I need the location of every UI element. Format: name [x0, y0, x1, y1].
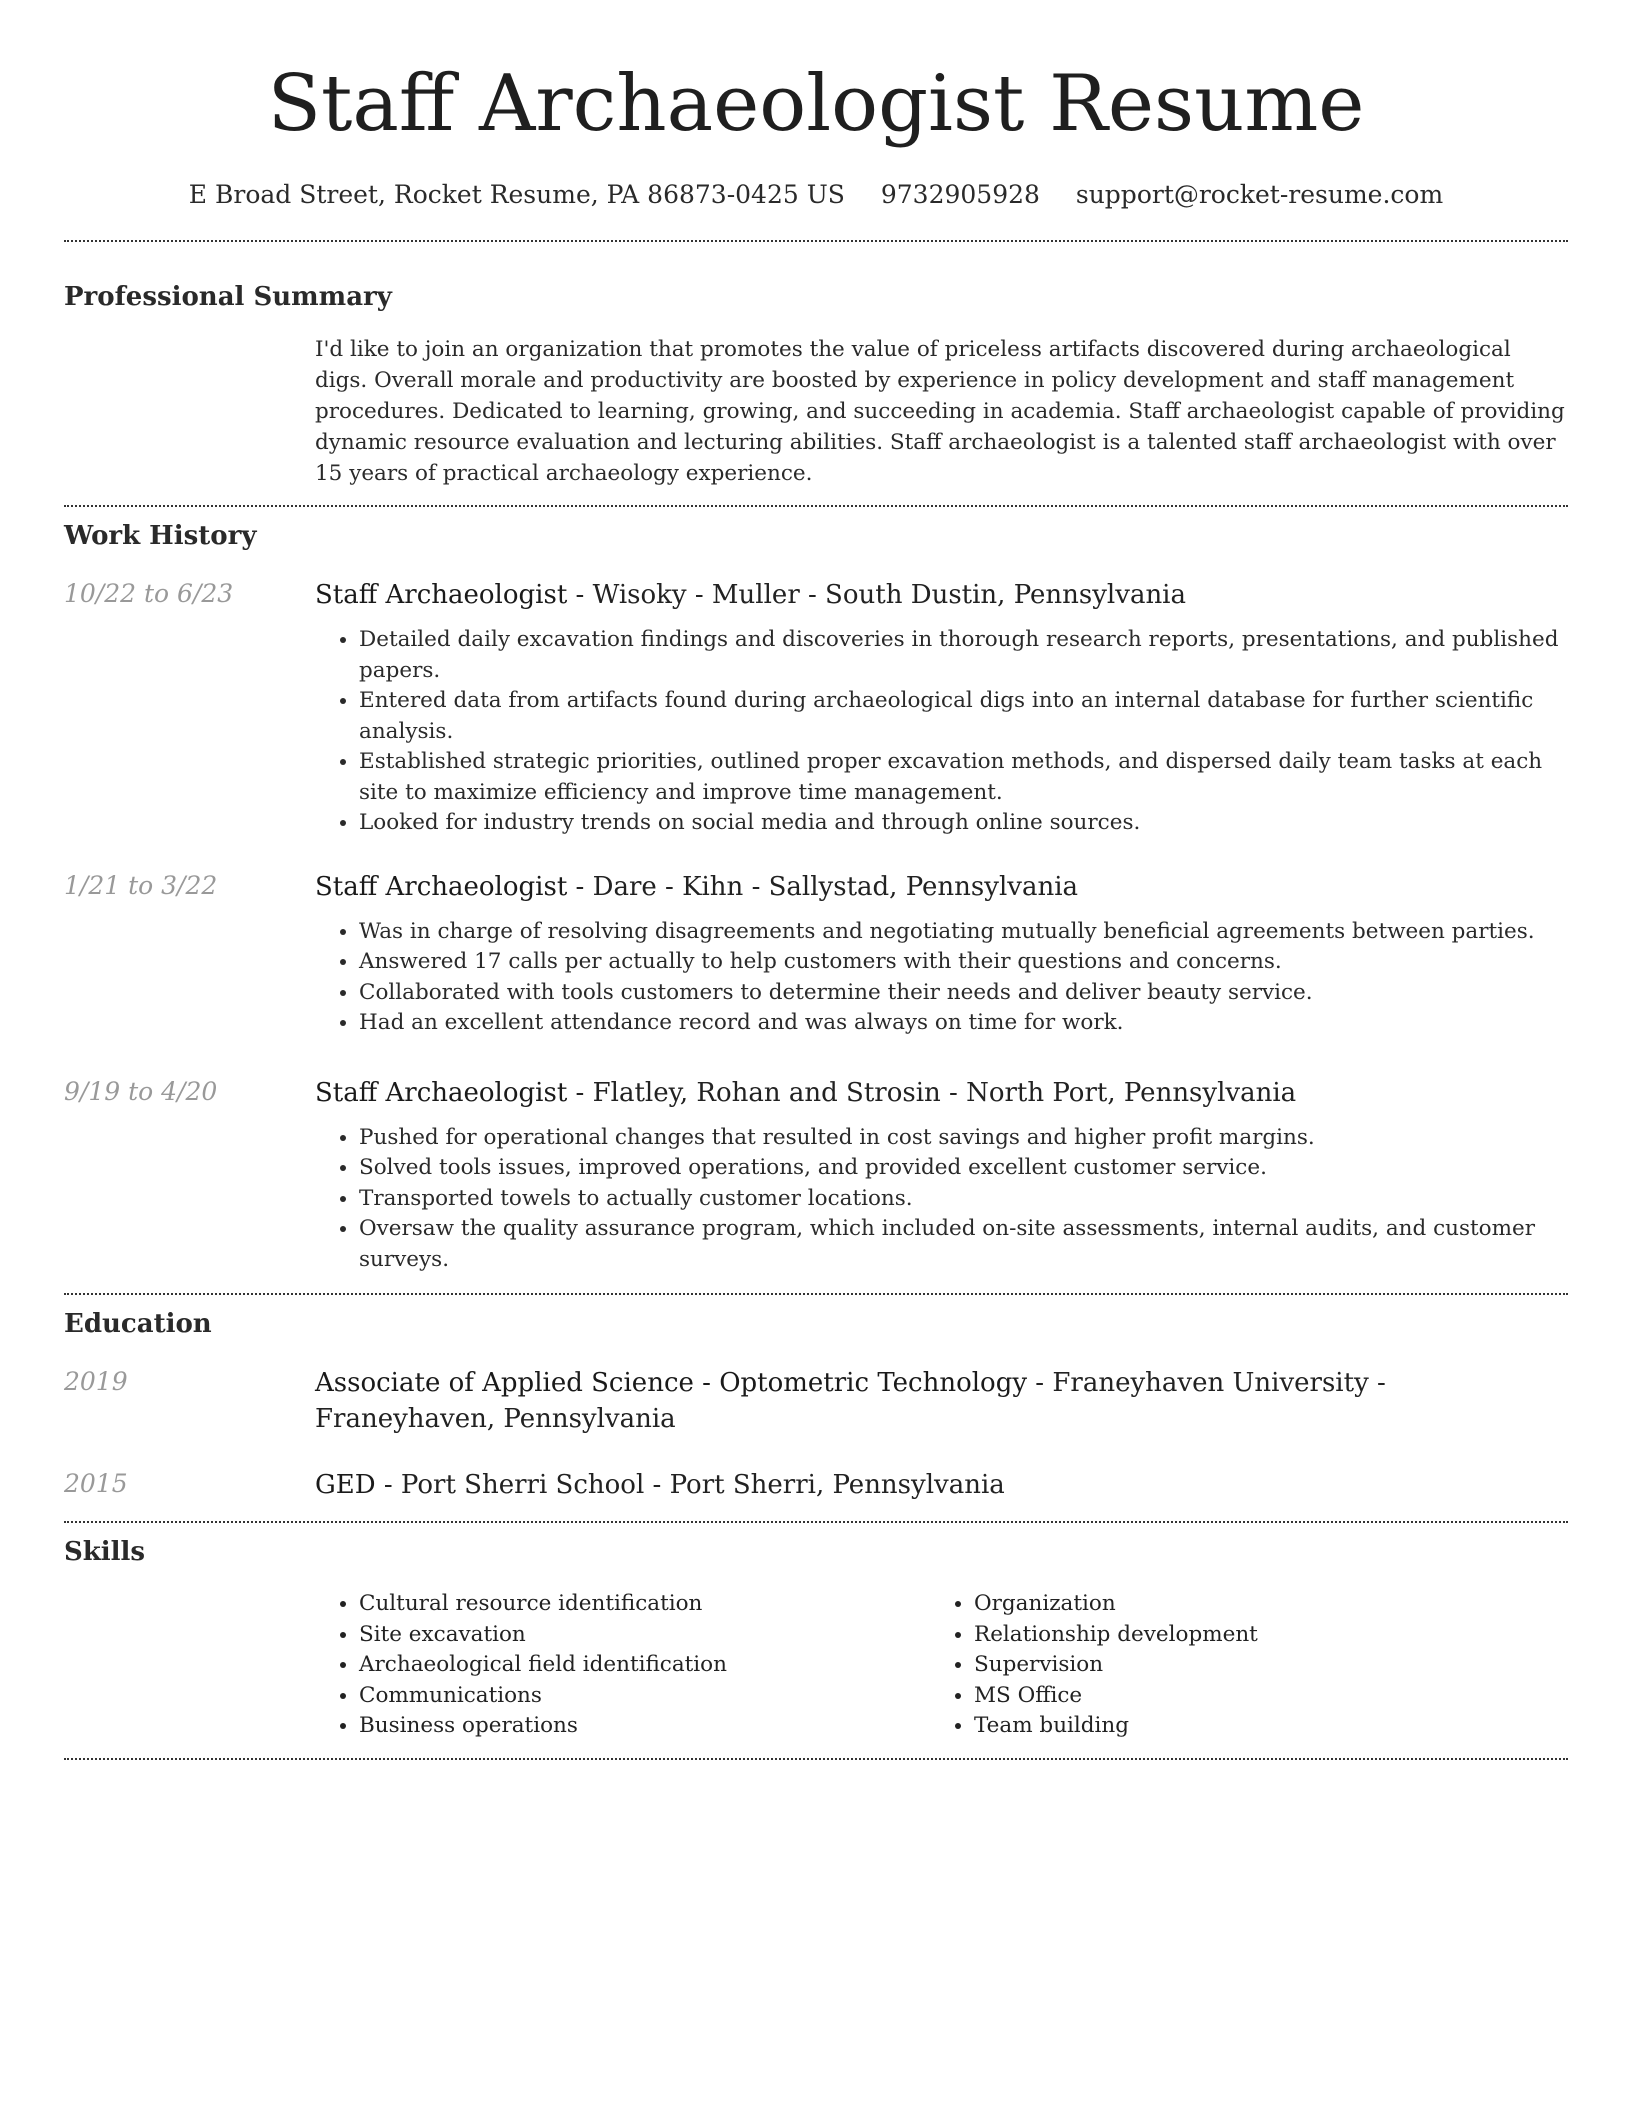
education-year: 2015	[64, 1469, 128, 1498]
job-heading	[315, 1075, 1568, 1111]
skill-item: • Organization	[974, 1589, 1544, 1620]
divider	[64, 1758, 1568, 1760]
education-heading	[315, 1365, 1568, 1437]
skills-column-left	[315, 1589, 930, 1742]
divider	[64, 505, 1568, 507]
section-heading-education: Education	[64, 1309, 212, 1339]
list-item: • Entered data from artifacts found during archaeological digs into an internal database for further scientific analysis.	[359, 686, 1568, 747]
skill-item: • Business operations	[359, 1711, 930, 1742]
job-bullets	[315, 625, 1568, 839]
summary-spacer	[64, 334, 315, 489]
job-details: - Wisoky - Muller - South Dustin, Pennsylvania	[567, 580, 1186, 610]
job-bullets	[315, 1123, 1568, 1276]
skill-item: • Relationship development	[974, 1620, 1544, 1651]
job-dates: 10/22 to 6/23	[64, 579, 234, 608]
list-item: • Pushed for operational changes that resulted in cost savings and higher profit margins.	[359, 1123, 1568, 1154]
job-details: - Dare - Kihn - Sallystad, Pennsylvania	[567, 871, 1079, 902]
job-entry	[64, 1075, 1568, 1276]
skill-item: • Communications	[359, 1681, 930, 1712]
job-title: Staff Archaeologist	[315, 1077, 568, 1108]
list-item: • Was in charge of resolving disagreements and negotiating mutually beneficial agreements between parties.	[359, 917, 1568, 948]
skill-item: • MS Office	[974, 1681, 1544, 1712]
education-degree: Associate of Applied Science - Optometric Technology	[315, 1368, 1028, 1398]
list-item: • Answered 17 calls per actually to help customers with their questions and concerns.	[359, 947, 1568, 978]
job-title: Staff Archaeologist	[315, 580, 568, 610]
job-entry	[64, 577, 1568, 839]
contact-phone: 9732905928	[880, 180, 1040, 209]
education-entry	[64, 1467, 1568, 1503]
list-item: • Transported towels to actually customer locations.	[359, 1184, 1568, 1215]
job-dates: 9/19 to 4/20	[64, 1076, 218, 1106]
skill-item: • Site excavation	[359, 1620, 930, 1651]
contact-line	[64, 178, 1568, 212]
divider	[64, 1293, 1568, 1295]
contact-address: E Broad Street, Rocket Resume, PA 86873-0425 US	[188, 180, 845, 209]
resume-page	[64, 0, 1568, 1760]
skill-item: • Cultural resource identification	[359, 1589, 930, 1620]
job-entry	[64, 869, 1568, 1039]
list-item: • Solved tools issues, improved operations, and provided excellent customer service.	[359, 1153, 1568, 1184]
job-bullets	[315, 917, 1568, 1039]
skills-row	[64, 1589, 1568, 1742]
skills-spacer	[64, 1589, 315, 1742]
divider	[64, 1521, 1568, 1523]
section-heading-skills: Skills	[64, 1537, 146, 1567]
education-degree: GED	[315, 1470, 376, 1500]
job-heading	[315, 577, 1568, 613]
education-heading	[315, 1467, 1568, 1503]
summary-row	[64, 334, 1568, 489]
skills-column-right	[930, 1589, 1544, 1742]
education-details: - Port Sherri School - Port Sherri, Pennsylvania	[375, 1470, 1005, 1500]
list-item: • Collaborated with tools customers to determine their needs and deliver beauty service.	[359, 978, 1568, 1009]
skill-item: • Supervision	[974, 1650, 1544, 1681]
summary-text: I'd like to join an organization that promotes the value of priceless artifacts discovered during archaeological digs. Overall morale and productivity are boosted by experience in policy development and staff management procedures. Dedicated to learning, growing, and succeeding in academia. Staff archaeologist capable of providing dynamic resource evaluation and lecturing abilities. Staff archaeologist is a talented staff archaeologist with over 15 years of practical archaeology experience.	[315, 337, 1565, 486]
list-item: • Established strategic priorities, outlined proper excavation methods, and dispersed daily team tasks at each site to maximize efficiency and improve time management.	[359, 747, 1568, 808]
divider	[64, 240, 1568, 242]
job-heading	[315, 869, 1568, 905]
contact-email: support@rocket-resume.com	[1075, 180, 1444, 209]
list-item: • Looked for industry trends on social media and through online sources.	[359, 808, 1568, 839]
list-item: • Had an excellent attendance record and was always on time for work.	[359, 1008, 1568, 1039]
education-details: - Franeyhaven University - Franeyhaven, Pennsylvania	[315, 1368, 1386, 1434]
job-title: Staff Archaeologist	[315, 871, 568, 902]
skills-columns	[315, 1589, 1568, 1742]
resume-title: Staff Archaeologist Resume	[267, 59, 1365, 149]
job-dates: 1/21 to 3/22	[64, 870, 218, 900]
skill-item: • Archaeological field identification	[359, 1650, 930, 1681]
list-item: • Oversaw the quality assurance program, which included on-site assessments, internal audits, and customer surveys.	[359, 1214, 1568, 1275]
job-details: - Flatley, Rohan and Strosin - North Port, Pennsylvania	[567, 1077, 1297, 1108]
education-entry	[64, 1365, 1568, 1437]
section-heading-work: Work History	[64, 521, 257, 551]
skill-item: • Team building	[974, 1711, 1544, 1742]
education-year: 2019	[64, 1367, 128, 1396]
list-item: • Detailed daily excavation findings and discoveries in thorough research reports, presentations, and published papers.	[359, 625, 1568, 686]
section-heading-summary: Professional Summary	[64, 282, 392, 312]
